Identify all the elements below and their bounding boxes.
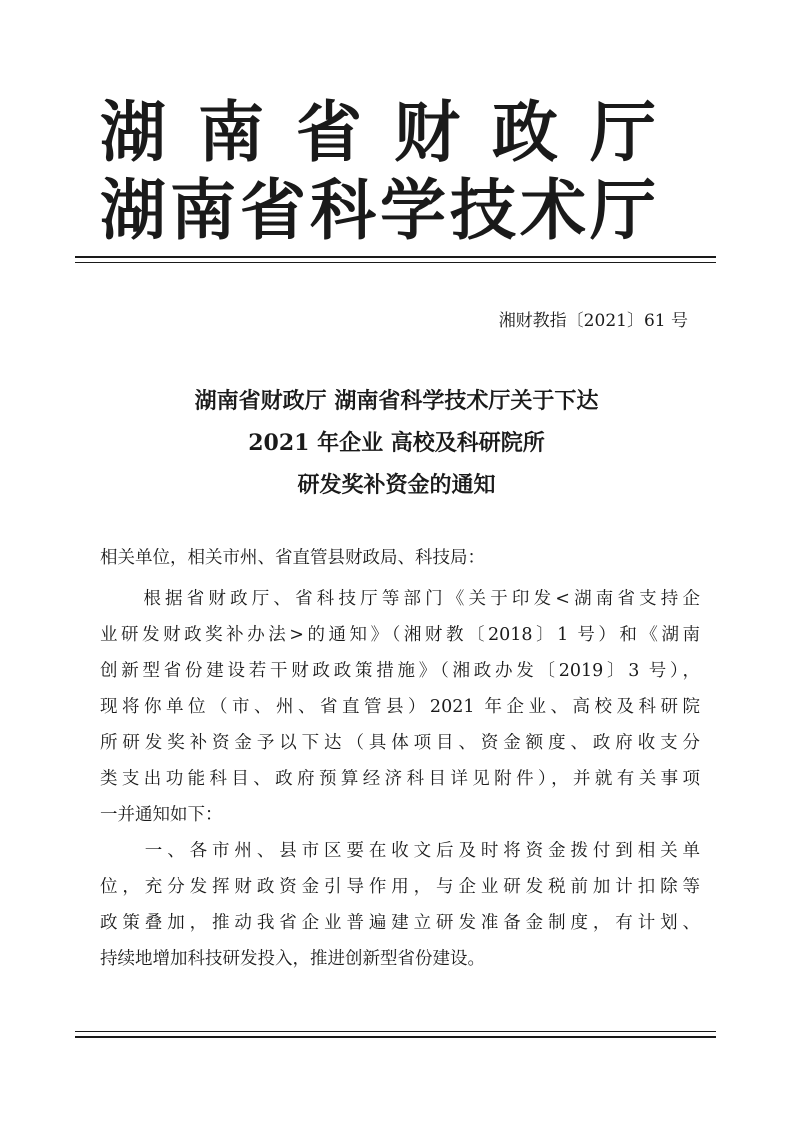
body-line: 创新型省份建设若干财政政策措施》（湘政办发〔2019〕3 号）， xyxy=(100,661,700,681)
body-line: 类支出功能科目、政府预算经济科目详见附件），并就有关事项 xyxy=(100,769,700,789)
body-line: 位，充分发挥财政资金引导作用，与企业研发税前加计扣除等 xyxy=(100,877,700,897)
body-line: 所研发奖补资金予以下达（具体项目、资金额度、政府收支分 xyxy=(100,733,700,753)
header-rule-thick xyxy=(75,256,716,258)
header-rule-thin xyxy=(75,262,716,263)
body-line: 政策叠加，推动我省企业普遍建立研发准备金制度，有计划、 xyxy=(100,913,700,933)
document-number: 湘财教指〔2021〕61 号 xyxy=(498,311,688,331)
issuer-name-finance: 湖南省财政厅 xyxy=(100,93,688,171)
body-line: 业研发财政奖补办法>的通知》（湘财教〔2018〕1 号）和《湖南 xyxy=(100,625,700,645)
body-line: 现将你单位（市、州、省直管县）2021 年企业、高校及科研院 xyxy=(100,697,700,717)
footer-rule-thick xyxy=(75,1036,716,1038)
body-line: 一、各市州、县市区要在收文后及时将资金拨付到相关单 xyxy=(100,841,700,861)
salutation: 相关单位，相关市州、省直管县财政局、科技局： xyxy=(100,548,485,568)
footer-rule-thin xyxy=(75,1031,716,1032)
document-title-line-1: 湖南省财政厅 湖南省科学技术厅关于下达 xyxy=(194,388,599,414)
document-title-line-3: 研发奖补资金的通知 xyxy=(297,472,496,498)
issuer-name-science: 湖南省科学技术厅 xyxy=(100,171,660,249)
document-title-line-2: 2021 年企业 高校及科研院所 xyxy=(248,430,545,456)
body-line: 根据省财政厅、省科技厅等部门《关于印发<湖南省支持企 xyxy=(100,589,700,609)
body-line: 一并通知如下： xyxy=(100,805,223,825)
body-line: 持续地增加科技研发投入，推进创新型省份建设。 xyxy=(100,949,485,969)
body-paragraphs xyxy=(100,581,700,977)
